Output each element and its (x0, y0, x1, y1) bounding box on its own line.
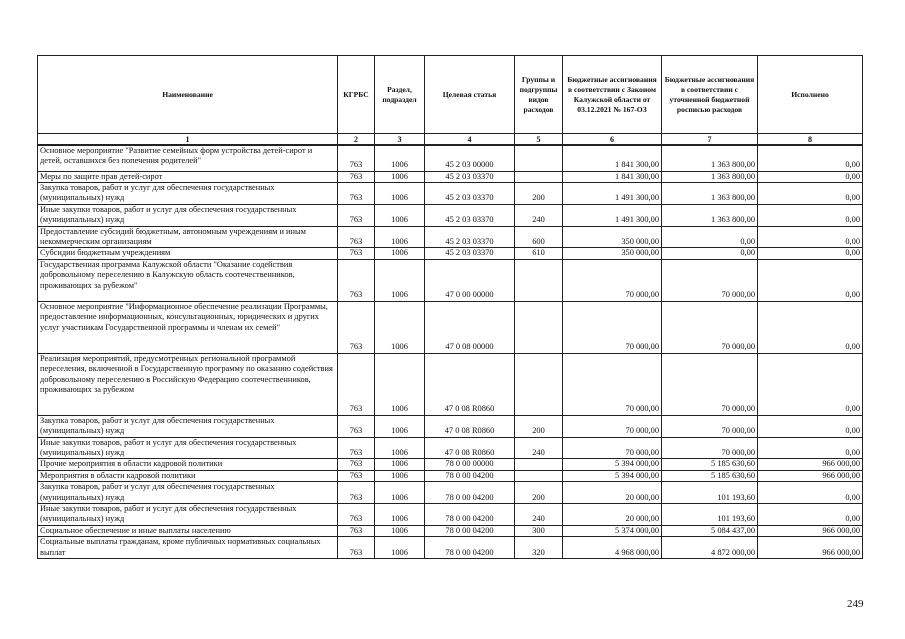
row-kgrbs: 763 (338, 204, 375, 226)
row-expense-group (515, 470, 563, 481)
row-razdel: 1006 (375, 182, 425, 204)
row-executed: 0,00 (758, 504, 863, 526)
row-razdel: 1006 (375, 353, 425, 415)
header-kgrbs: КГРБС (338, 56, 375, 134)
row-target-article: 47 0 08 00000 (425, 301, 515, 353)
row-law-allocation: 20 000,00 (563, 482, 662, 504)
row-executed: 0,00 (758, 415, 863, 437)
row-razdel: 1006 (375, 459, 425, 470)
budget-report-page (37, 55, 862, 559)
table-row (38, 145, 863, 171)
row-expense-group (515, 459, 563, 470)
row-executed: 0,00 (758, 204, 863, 226)
col-number: 6 (563, 134, 662, 146)
row-kgrbs: 763 (338, 248, 375, 259)
page-number: 249 (847, 598, 864, 610)
row-target-article: 45 2 03 03370 (425, 171, 515, 182)
row-updated-allocation: 70 000,00 (662, 259, 758, 301)
row-expense-group: 240 (515, 204, 563, 226)
row-expense-group: 200 (515, 415, 563, 437)
row-razdel: 1006 (375, 470, 425, 481)
row-law-allocation: 1 491 300,00 (563, 182, 662, 204)
row-target-article: 47 0 08 R0860 (425, 353, 515, 415)
table-header-row (38, 56, 863, 134)
row-updated-allocation: 70 000,00 (662, 353, 758, 415)
row-executed: 0,00 (758, 482, 863, 504)
col-number: 7 (662, 134, 758, 146)
row-name: Закупка товаров, работ и услуг для обеспечения государственных (муниципальных) нужд (38, 415, 338, 437)
row-name: Государственная программа Калужской области "Оказание содействия добровольному переселению в Калужскую область соотечественников, проживающих за рубежом" (38, 259, 338, 301)
row-target-article: 78 0 00 04200 (425, 482, 515, 504)
row-razdel: 1006 (375, 482, 425, 504)
col-number: 8 (758, 134, 863, 146)
row-target-article: 78 0 00 00000 (425, 459, 515, 470)
row-razdel: 1006 (375, 415, 425, 437)
row-razdel: 1006 (375, 171, 425, 182)
row-name: Прочие мероприятия в области кадровой политики (38, 459, 338, 470)
row-kgrbs: 763 (338, 459, 375, 470)
row-target-article: 47 0 00 00000 (425, 259, 515, 301)
row-executed: 0,00 (758, 301, 863, 353)
row-kgrbs: 763 (338, 353, 375, 415)
row-expense-group (515, 171, 563, 182)
row-executed: 0,00 (758, 171, 863, 182)
row-kgrbs: 763 (338, 482, 375, 504)
col-number: 5 (515, 134, 563, 146)
row-executed: 0,00 (758, 248, 863, 259)
row-razdel: 1006 (375, 537, 425, 559)
row-razdel: 1006 (375, 301, 425, 353)
row-target-article: 45 2 03 03370 (425, 248, 515, 259)
row-name: Меры по защите прав детей-сирот (38, 171, 338, 182)
row-razdel: 1006 (375, 437, 425, 459)
row-updated-allocation: 1 363 800,00 (662, 171, 758, 182)
row-name: Иные закупки товаров, работ и услуг для обеспечения государственных (муниципальных) нужд (38, 437, 338, 459)
col-number: 3 (375, 134, 425, 146)
table-row (38, 437, 863, 459)
row-law-allocation: 5 374 000,00 (563, 525, 662, 536)
row-updated-allocation: 70 000,00 (662, 301, 758, 353)
row-name: Социальные выплаты гражданам, кроме публичных нормативных социальных выплат (38, 537, 338, 559)
budget-table (37, 55, 863, 559)
row-razdel: 1006 (375, 525, 425, 536)
row-name: Закупка товаров, работ и услуг для обеспечения государственных (муниципальных) нужд (38, 182, 338, 204)
row-updated-allocation: 1 363 800,00 (662, 182, 758, 204)
row-target-article: 47 0 08 R0860 (425, 437, 515, 459)
row-name: Основное мероприятие "Развитие семейных форм устройства детей-сирот и детей, оставшихся без попечения родителей" (38, 145, 338, 171)
row-executed: 0,00 (758, 437, 863, 459)
row-kgrbs: 763 (338, 226, 375, 248)
row-target-article: 78 0 00 04200 (425, 525, 515, 536)
header-name: Наименование (38, 56, 338, 134)
row-target-article: 47 0 08 R0860 (425, 415, 515, 437)
row-name: Иные закупки товаров, работ и услуг для обеспечения государственных (муниципальных) нужд (38, 504, 338, 526)
row-executed: 966 000,00 (758, 537, 863, 559)
row-executed: 0,00 (758, 259, 863, 301)
table-row (38, 204, 863, 226)
table-row (38, 537, 863, 559)
row-executed: 966 000,00 (758, 459, 863, 470)
col-number: 2 (338, 134, 375, 146)
row-law-allocation: 70 000,00 (563, 437, 662, 459)
row-kgrbs: 763 (338, 537, 375, 559)
row-name: Предоставление субсидий бюджетным, автономным учреждениям и иным некоммерческим организациям (38, 226, 338, 248)
table-row (38, 525, 863, 536)
row-kgrbs: 763 (338, 301, 375, 353)
row-law-allocation: 70 000,00 (563, 259, 662, 301)
row-law-allocation: 5 394 000,00 (563, 470, 662, 481)
table-row (38, 259, 863, 301)
table-row (38, 171, 863, 182)
row-law-allocation: 1 491 300,00 (563, 204, 662, 226)
row-razdel: 1006 (375, 248, 425, 259)
row-name: Закупка товаров, работ и услуг для обеспечения государственных (муниципальных) нужд (38, 482, 338, 504)
row-kgrbs: 763 (338, 504, 375, 526)
row-updated-allocation: 101 193,60 (662, 482, 758, 504)
row-expense-group: 320 (515, 537, 563, 559)
row-expense-group: 240 (515, 437, 563, 459)
row-updated-allocation: 0,00 (662, 248, 758, 259)
row-expense-group: 300 (515, 525, 563, 536)
row-target-article: 45 2 03 03370 (425, 226, 515, 248)
row-razdel: 1006 (375, 145, 425, 171)
row-executed: 966 000,00 (758, 470, 863, 481)
header-law-allocations: Бюджетные ассигнования в соответствии с Законом Калужской области от 03.12.2021 № 167-ОЗ (563, 56, 662, 134)
row-law-allocation: 350 000,00 (563, 226, 662, 248)
row-updated-allocation: 1 363 800,00 (662, 204, 758, 226)
row-updated-allocation: 70 000,00 (662, 437, 758, 459)
header-target-article: Целевая статья (425, 56, 515, 134)
row-expense-group: 610 (515, 248, 563, 259)
row-expense-group: 200 (515, 482, 563, 504)
col-number: 1 (38, 134, 338, 146)
row-name: Мероприятия в области кадровой политики (38, 470, 338, 481)
row-name: Субсидии бюджетным учреждениям (38, 248, 338, 259)
row-law-allocation: 5 394 000,00 (563, 459, 662, 470)
table-row (38, 415, 863, 437)
row-law-allocation: 4 968 000,00 (563, 537, 662, 559)
row-kgrbs: 763 (338, 171, 375, 182)
row-law-allocation: 1 841 300,00 (563, 145, 662, 171)
row-updated-allocation: 1 363 800,00 (662, 145, 758, 171)
row-razdel: 1006 (375, 226, 425, 248)
row-expense-group: 200 (515, 182, 563, 204)
row-expense-group (515, 145, 563, 171)
row-law-allocation: 1 841 300,00 (563, 171, 662, 182)
row-kgrbs: 763 (338, 415, 375, 437)
col-number: 4 (425, 134, 515, 146)
column-number-row (38, 134, 863, 146)
row-target-article: 78 0 00 04200 (425, 470, 515, 481)
header-razdel: Раздел, подраздел (375, 56, 425, 134)
header-expense-groups: Группы и подгруппы видов расходов (515, 56, 563, 134)
row-executed: 966 000,00 (758, 525, 863, 536)
row-expense-group: 240 (515, 504, 563, 526)
row-target-article: 78 0 00 04200 (425, 504, 515, 526)
row-name: Социальное обеспечение и иные выплаты населению (38, 525, 338, 536)
header-updated-allocations: Бюджетные ассигнования в соответствии с уточненной бюджетной росписью расходов (662, 56, 758, 134)
row-name: Реализация мероприятий, предусмотренных региональной программой переселения, включенной в Государственную программу по оказанию содействия добровольному переселению в Российскую Федерацию соотечественников, проживающих за рубежом (38, 353, 338, 415)
row-kgrbs: 763 (338, 145, 375, 171)
row-target-article: 45 2 03 03370 (425, 182, 515, 204)
table-row (38, 226, 863, 248)
row-razdel: 1006 (375, 504, 425, 526)
row-executed: 0,00 (758, 353, 863, 415)
table-row (38, 459, 863, 470)
row-updated-allocation: 5 185 630,60 (662, 459, 758, 470)
row-kgrbs: 763 (338, 470, 375, 481)
row-executed: 0,00 (758, 226, 863, 248)
table-row (38, 504, 863, 526)
row-updated-allocation: 5 084 437,00 (662, 525, 758, 536)
row-razdel: 1006 (375, 259, 425, 301)
table-row (38, 470, 863, 481)
table-row (38, 301, 863, 353)
row-law-allocation: 70 000,00 (563, 353, 662, 415)
row-updated-allocation: 70 000,00 (662, 415, 758, 437)
row-name: Иные закупки товаров, работ и услуг для обеспечения государственных (муниципальных) нужд (38, 204, 338, 226)
row-executed: 0,00 (758, 145, 863, 171)
row-expense-group (515, 353, 563, 415)
row-kgrbs: 763 (338, 525, 375, 536)
table-row (38, 353, 863, 415)
row-target-article: 45 2 03 03370 (425, 204, 515, 226)
row-law-allocation: 70 000,00 (563, 415, 662, 437)
row-kgrbs: 763 (338, 182, 375, 204)
table-row (38, 482, 863, 504)
row-updated-allocation: 0,00 (662, 226, 758, 248)
row-law-allocation: 70 000,00 (563, 301, 662, 353)
row-executed: 0,00 (758, 182, 863, 204)
row-target-article: 45 2 03 00000 (425, 145, 515, 171)
table-row (38, 182, 863, 204)
row-expense-group (515, 259, 563, 301)
row-law-allocation: 20 000,00 (563, 504, 662, 526)
row-law-allocation: 350 000,00 (563, 248, 662, 259)
row-target-article: 78 0 00 04200 (425, 537, 515, 559)
header-executed: Исполнено (758, 56, 863, 134)
row-razdel: 1006 (375, 204, 425, 226)
row-name: Основное мероприятие "Информационное обеспечение реализации Программы, предоставление информационных, консультационных, юридических и других услуг участникам Государственной программы и членам их семей" (38, 301, 338, 353)
table-row (38, 248, 863, 259)
row-expense-group: 600 (515, 226, 563, 248)
row-expense-group (515, 301, 563, 353)
row-kgrbs: 763 (338, 259, 375, 301)
row-updated-allocation: 4 872 000,00 (662, 537, 758, 559)
row-updated-allocation: 5 185 630,60 (662, 470, 758, 481)
row-kgrbs: 763 (338, 437, 375, 459)
row-updated-allocation: 101 193,60 (662, 504, 758, 526)
